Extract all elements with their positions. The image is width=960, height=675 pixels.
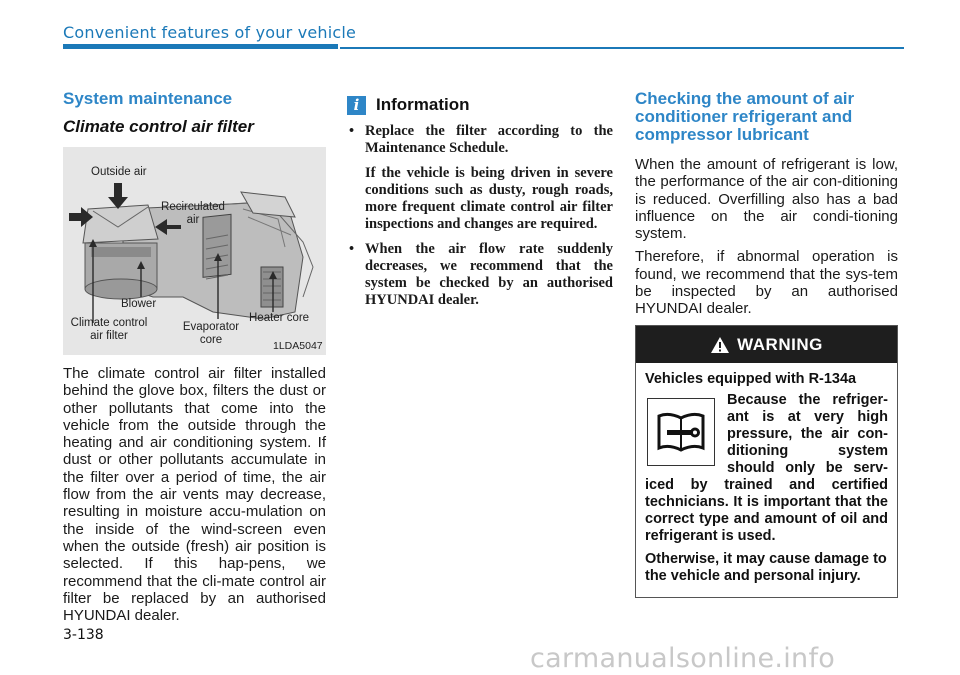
list-item-text: Replace the filter according to the Maintenance Schedule. xyxy=(365,123,613,156)
warning-text-1: Because the refriger-ant is at very high pressure, the air con-ditioning system should only be serv-iced by trained and certified technicians. It is important that the correct type and amount of oil and refrigerant is used. xyxy=(645,392,888,544)
section-title: Convenient features of your vehicle xyxy=(63,23,357,42)
refrigerant-para-1: When the amount of refrigerant is low, the performance of the air con-ditioning is reduced. Overfilling also has a bad influence on the air condi-tioning system. xyxy=(635,156,898,243)
information-header xyxy=(347,95,613,115)
column-information xyxy=(347,90,613,317)
label-evaporator-core: Evaporator core xyxy=(182,321,240,346)
watermark: carmanualsonline.info xyxy=(530,643,836,674)
label-climate-control-filter: Climate control air filter xyxy=(70,317,148,342)
warning-body xyxy=(636,363,897,585)
info-icon: i xyxy=(347,96,366,115)
label-outside-air: Outside air xyxy=(91,166,147,178)
header-rule xyxy=(340,47,904,49)
column-system-maintenance xyxy=(63,90,326,624)
manual-wrench-icon xyxy=(647,398,715,466)
heading-refrigerant-check: Checking the amount of air conditioner refrigerant and compressor lubricant xyxy=(635,89,855,144)
bullet: • xyxy=(349,123,355,139)
bullet: • xyxy=(349,241,355,257)
column-refrigerant xyxy=(635,90,898,318)
information-title: Information xyxy=(376,95,470,114)
warning-triangle-icon xyxy=(710,336,730,354)
information-list xyxy=(347,123,613,309)
figure-code: 1LDA5047 xyxy=(273,340,323,352)
header-bar xyxy=(63,44,338,49)
filter-description: The climate control air filter installed behind the glove box, filters the dust or other pollutants that come into the vehicle from the outside through the heating and air conditioning system. If dust or other pollutants accumulate in the filter over a period of time, the air flow from the air vents may decrease, resulting in moisture accu-mulation on the inside of the wind-screen even when the outside (fresh) air position is selected. If this hap-pens, we recommend that the cli-mate control air filter be replaced by an authorised HYUNDAI dealer. xyxy=(63,365,326,625)
page-number: 3-138 xyxy=(63,627,104,643)
label-blower: Blower xyxy=(121,298,157,310)
warning-title: WARNING xyxy=(737,334,823,354)
list-item xyxy=(347,123,613,233)
warning-vehicles: Vehicles equipped with R-134a xyxy=(645,371,857,387)
warning-header xyxy=(636,326,897,363)
label-recirculated-air: Recirculated air xyxy=(161,201,225,226)
warning-text-2: Otherwise, it may cause damage to the vehicle and personal injury. xyxy=(645,551,887,584)
refrigerant-para-2: Therefore, if abnormal operation is found, we recommend that the sys-tem be inspected by an authorised HYUNDAI dealer. xyxy=(635,248,898,318)
list-item-text: If the vehicle is being driven in severe conditions such as dusty, rough roads, more frequent climate control air filter inspections and changes are required. xyxy=(365,165,613,232)
subheading-air-filter: Climate control air filter xyxy=(63,117,254,136)
climate-filter-diagram xyxy=(63,147,326,355)
label-heater-core: Heater core xyxy=(249,312,310,324)
list-item-text: When the air flow rate suddenly decreases, we recommend that the system be checked by an authorised HYUNDAI dealer. xyxy=(365,241,613,308)
heading-system-maintenance: System maintenance xyxy=(63,89,233,108)
warning-box xyxy=(635,325,898,598)
list-item xyxy=(347,241,613,309)
